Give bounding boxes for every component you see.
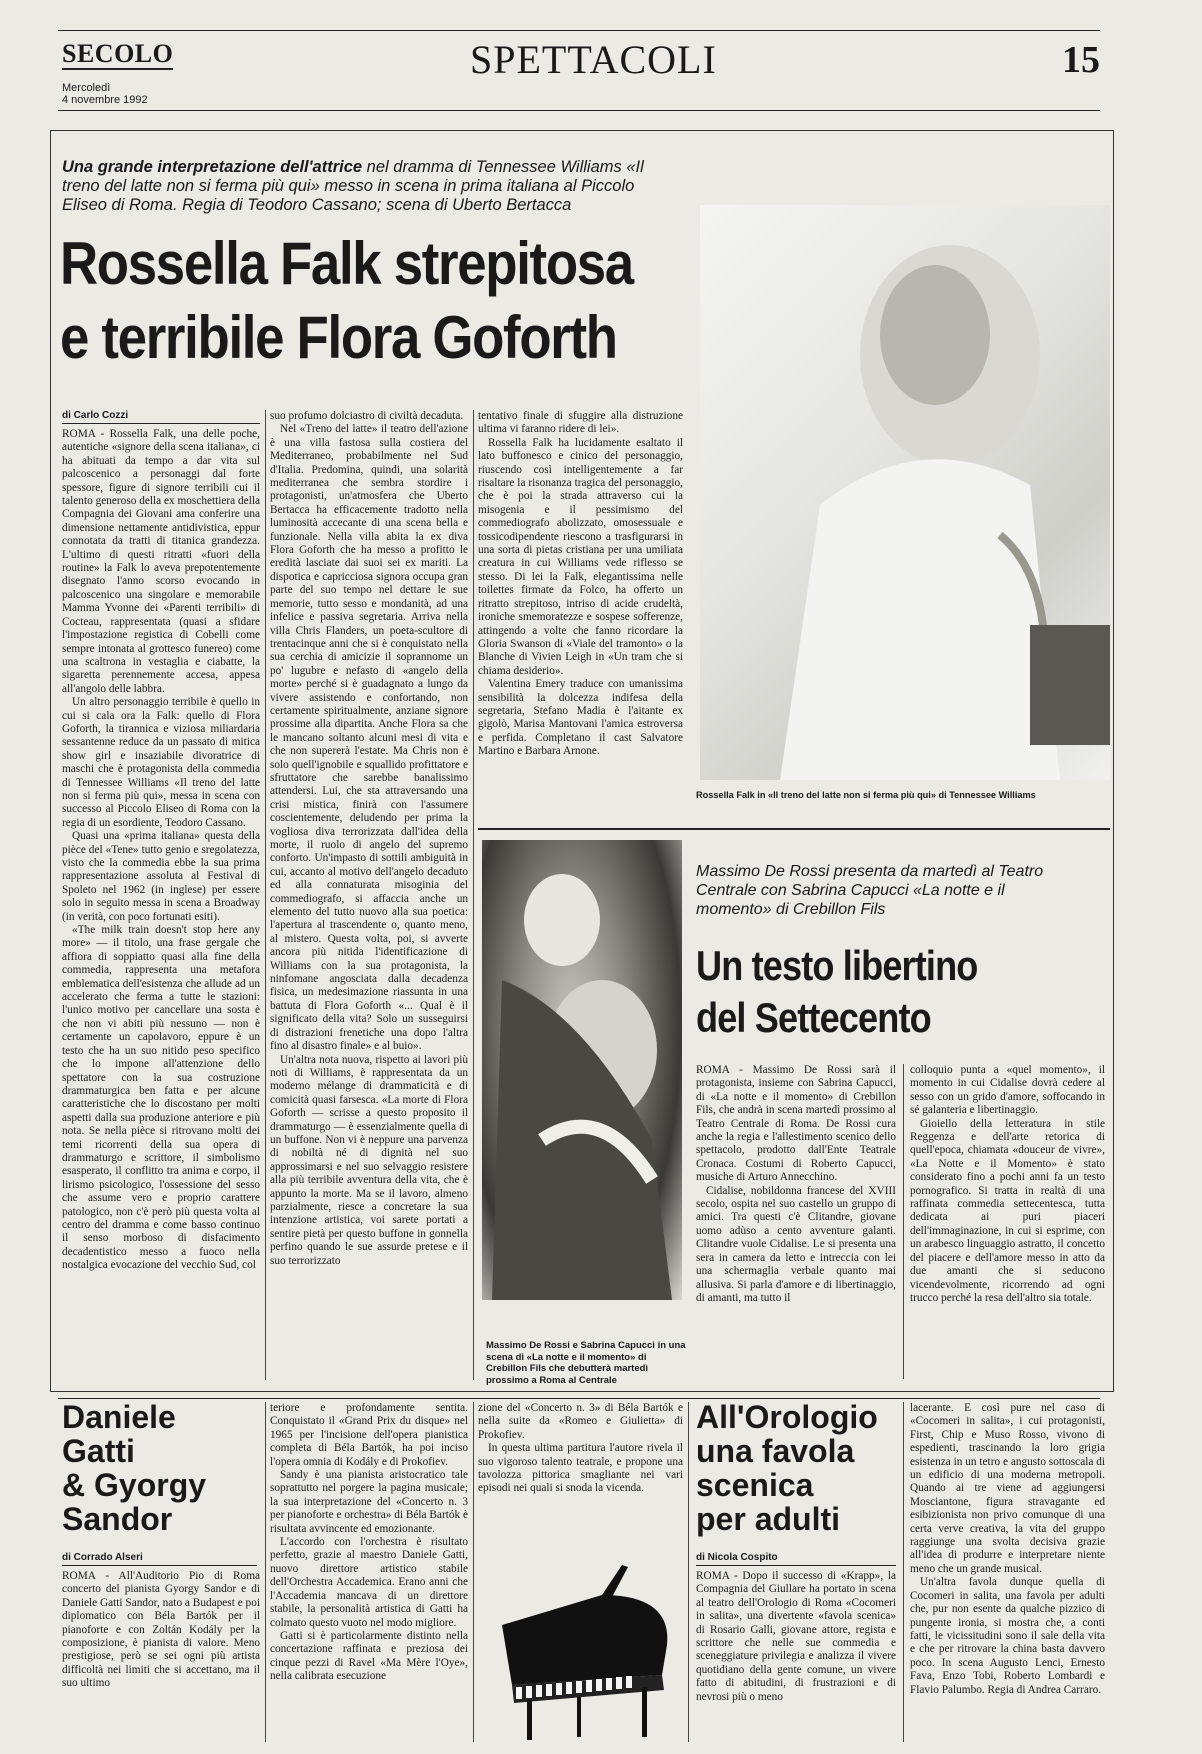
second-article-rule xyxy=(478,828,1110,830)
main-photo-caption: Rossella Falk in «Il treno del latte non si ferma più qui» di Tennessee Williams xyxy=(696,790,1036,800)
main-col3-para: Valentina Emery traduce con umanissima sensibilità la dolcezza indifesa della segretaria, Stefano Madia è l'aitante ex gigolò, Marisa Mantovani l'amica estroversa e perfida. Completano il cast Salvatore Martino e Barbara Arnone. xyxy=(478,678,683,758)
bottom-row-rule xyxy=(58,1398,1100,1399)
main-photo-drawing xyxy=(700,205,1110,780)
bottom-left-headline-line: Gatti xyxy=(62,1433,135,1469)
second-kicker: Massimo De Rossi presenta da martedì al Teatro Centrale con Sabrina Capucci «La notte e il momento» di Crebillon Fils xyxy=(696,863,1044,918)
main-col1-para: ROMA - Rossella Falk, una delle poche, autentiche «signore della scena italiana», ci ha abituati da tempo a dar vita sul palcoscenico a personaggi dal forte spessore, figure di signore terribili cui il talento generoso della ex moschettiera della Compagnia dei Giovani ama conferire una dimensione nettamente antidivistica, eppur connotata da tratti di titanica grandezza. L'ultimo di questi ritratti «fuori della routine» la Falk lo aveva prepotentemente disegnato l'anno scorso evocando in palcoscenico una singolare e memorabile Mamma Yvonne dei «Parenti terribili» di Cocteau, rappresentata (quasi a sfidare l'impostazione registica di Cobelli come sempre intonata al grottesco funereo) come una scaltrona in vestaglia e ciabatte, la sigaretta perennemente accesa, appesa all'angolo delle labbra. xyxy=(62,428,260,695)
masthead-day: Mercoledì xyxy=(62,82,111,94)
section-title: SPETTACOLI xyxy=(470,37,717,82)
bottom-right-col2-para: Un'altra favola dunque quella di Cocomeri in salita, una favola per adulti che, pur non esente da qualche pizzico di pungente ironia, si mostra che, a conti fatti, le vicissitudini sono il sale della vita e che per ritrovare la china basta davvero poco. In scena Augusto Lenci, Ernesto Fava, Enzo Tobi, Roberto Lombardi e Flavio Palumbo. Regia di Andrea Carraro. xyxy=(910,1576,1105,1696)
main-col3-para: tentativo finale di sfuggire alla distruzione ultima vi faranno ridere di lei». xyxy=(478,410,683,436)
bottom-left-byline: di Corrado Alseri xyxy=(62,1552,257,1566)
bottom-left-col2-para: teriore e profondamente sentita. Conquistato il «Grand Prix du disque» nel 1965 per l'incisione dell'opera pianistica completa di Béla Bartók, ha poi inciso l'opera omnia di Kodály e di Prokofiev. xyxy=(270,1402,468,1468)
second-headline-line1: Un testo libertino xyxy=(696,942,978,989)
bottom-left-col2-para: Sandy è una pianista aristocratico tale soprattutto nel porgere la pagina musicale; la sua interpretazione del «Concerto n. 3 per pianoforte e orchestra» di Béla Bartók è risultata avvincente ed emozionante. xyxy=(270,1469,468,1535)
second-col1-para: Cidalise, nobildonna francese del XVIII secolo, ospita nel suo castello un gruppo di amici. Tra questi c'è Clitandre, giovane uomo adùso a cento avventure galanti. Clitandre vuole Cidalise. Le si presenta una sera in camera da letto e intreccia con lei una schermaglia verbale quanto mai allusiva. Si parla d'amore e di libertinaggio, di amanti, ma tutto il xyxy=(696,1184,896,1304)
bottom-left-col2-para: L'accordo con l'orchestra è risultato perfetto, grazie al maestro Daniele Gatti, nuovo direttore artistico stabile dell'Orchestra Accademica. Erano anni che l'Accademia mancava di un direttore stabile, la personalità artistica di Gatti ha colmato questo vuoto nel modo migliore. xyxy=(270,1536,468,1629)
bottom-right-col2-para: lacerante. E così pure nel caso di «Cocomeri in salita», i cui protagonisti, First, Chip e Muso Rosso, vivono di espedienti, trascinando la loro grigia esistenza in un tetro e angusto sottoscala di un edificio di una moderna metropoli. Quando ai tre viene ad aggiungersi Mosciantone, figura stravagante ed esibizionista non privo comunque di una certa verve creativa, la vita del gruppo raggiunge una svolta decisiva grazie all'idea di produrre e interpretare niente meno che un grande musical. xyxy=(910,1402,1105,1575)
bottom-left-col-2 xyxy=(270,1402,468,1745)
bottom-right-headline-line: All'Orologio xyxy=(696,1399,878,1435)
piano-illustration xyxy=(482,1565,682,1745)
bottom-right-headline-line: scenica xyxy=(696,1467,814,1503)
main-photo-rossella-falk xyxy=(700,205,1110,780)
second-col-1 xyxy=(696,1064,896,1384)
second-photo-de-rossi-capucci xyxy=(482,840,682,1300)
bottom-right-col-2 xyxy=(910,1402,1105,1745)
main-kicker-rest: nel dramma di Tennessee Williams «Il treno del latte non si ferma più qui» messo in scena in prima italiana al Piccolo Eliseo di Roma. Regia di Teodoro Cassano; scena di Uberto Bertacca xyxy=(62,158,644,214)
second-col2-para: colloquio punta a «quel momento», il momento in cui Cidalise dovrà cedere al sesso con un grido d'amore, soffocando in sé galanteria e libertinaggio. xyxy=(910,1064,1105,1117)
main-col-3 xyxy=(478,410,683,815)
column-rule xyxy=(473,1402,474,1742)
bottom-right-byline: di Nicola Cospito xyxy=(696,1552,896,1566)
main-byline: di Carlo Cozzi xyxy=(62,410,260,424)
bottom-left-col1-para: ROMA - All'Auditorio Pio di Roma concerto del pianista Gyorgy Sandor e di Daniele Gatti Sandor, nato a Budapest e poi diplomatico con Béla Bartók per il pianoforte e con Zoltán Kodály per la composizione, è pianista di valore. Meno prestigiose, però se sei ogni più artista difficoltà nei limiti che si accettano, ma il suo ultimo xyxy=(62,1570,260,1690)
bottom-left-headline-line: Daniele xyxy=(62,1399,176,1435)
bottom-left-col-3 xyxy=(478,1402,683,1562)
masthead-logo: SECOLO xyxy=(62,39,174,68)
column-rule xyxy=(265,1402,266,1742)
second-col1-para: ROMA - Massimo De Rossi sarà il protagonista, insieme con Sabrina Capucci, di «La notte e il momento» di Crebillon Fils, che andrà in scena martedì prossimo al Teatro Centrale di Roma. De Rossi cura anche la regia e l'allestimento scenico dello spettacolo, prodotto dall'Ente Teatrale Cronaca. Costumi di Roberto Capucci, musiche di Arturo Annecchino. xyxy=(696,1064,896,1184)
page-number: 15 xyxy=(1062,39,1100,81)
bottom-left-col3-para: zione del «Concerto n. 3» di Béla Bartók e nella suite da «Romeo e Giulietta» di Prokofiev. xyxy=(478,1402,683,1441)
bottom-right-headline-line: per adulti xyxy=(696,1501,841,1537)
column-rule xyxy=(903,1064,904,1379)
main-col3-para: Rossella Falk ha lucidamente esaltato il lato buffonesco e cinico del personaggio, riuscendo così intelligentemente a far risaltare la risonanza tragica del personaggio, che è poi la strada attraverso cui la misogenia e il pessimismo del commediografo abolizzato, omosessuale e tossicodipendente riescono a trasfigurarsi in una sorta di pietas cristiana per una umiliata creatura in cui Williams vede riflesso se stesso. Di lei la Falk, elegantissima nelle toilettes firmate da Folco, ha offerto un ritratto strepitoso, intriso di acide crudeltà, ironiche smemoratezze e sospese sofferenze, attingendo a volte che fanno ricordare la Gloria Swanson di «Viale del tramonto» o la Blanche di Vivien Leigh in «Un tram che si chiama desiderio». xyxy=(478,436,683,677)
main-col1-para: Un altro personaggio terribile è quello in cui si cala ora la Falk: quello di Flora Goforth, la tirannica e viziosa miliardaria sessantenne reduce da un passato di mitica show girl e insaziabile divoratrice di maschi che è protagonista della commedia di Tennessee Williams «Il treno del latte non si ferma più qui», messa in scena con successo al Piccolo Eliseo di Roma con la regia di un esordiente, Teodoro Cassano. xyxy=(62,696,260,829)
main-col2-para: Nel «Treno del latte» il teatro dell'azione è una villa fastosa sulla costiera del Mediterraneo, probabilmente nel Sud d'Italia. Predomina, quindi, una solarità mediterranea che sembra stordire i protagonisti, un'atmosfera che Uberto Bertacca ha efficacemente tradotto nella luminosità accecante di una scena bella e funzionale. Nella villa abita la ex diva Flora Goforth che ha messo a profitto le eredità lasciate dai suoi sei ex mariti. La dispotica e capricciosa signora occupa gran parte del suo tempo nel dettare le sue memorie, tutto sesso e mondanità, ad una infelice e passiva segretaria. Arriva nella villa Chris Flanders, un poeta-scultore di trentacinque anni che si è conquistato nella sua cerchia di amicizie il soprannome un po' lugubre e nefasto di «angelo della morte» perché si è guadagnato a lungo da vivere assistendo e confortando, non certamente spiritualmente, anziane signore prossime alla dipartita. Anche Flora sa che le mancano soltanto alcuni mesi di vita e che non supererà l'estate. Ma Chris non è solo quell'ignobile e squallido profittatore e sfruttatore che sarebbe banalissimo attendersi. Lui, che sta attraversando una crisi mistica, finirà con l'assumere coscientemente, deludendo per prima la vogliosa diva terrorizzata dall'idea della morte, il ruolo di angelo del supremo conforto. Un'impasto di sottili ambiguità in cui, accanto al motivo dell'angelo decaduto ed alla connaturata misoginia del commediografo, si affaccia anche un elemento del tutto nuovo alla sua poetica: l'apertura al trascendente o, quanto meno, al mistero. Questa volta, poi, si avverte ancora più nitida l'identificazione di Williams con la sua protagonista, la ninfomane angosciata dalla decadenza fisica, un medesimazione riassunta in una battuta di Flora Goforth «... Qual è il significato della vita? Solo un susseguirsi di distrazioni frenetiche una dopo l'altra fino al disastro finale» e al buio». xyxy=(270,423,468,1053)
bottom-right-headline-line: una favola xyxy=(696,1433,855,1469)
column-rule xyxy=(903,1402,904,1742)
main-kicker-bold: Una grande interpretazione dell'attrice xyxy=(62,158,363,176)
bottom-right-headline xyxy=(696,1400,896,1536)
bottom-left-col3-para: In questa ultima partitura l'autore rivela il suo vigoroso talento teatrale, e propone una tavolozza pittorica smagliante nei vari episodi nei quali si snoda la vicenda. xyxy=(478,1442,683,1495)
column-rule xyxy=(473,410,474,1380)
main-col-2 xyxy=(270,410,468,1383)
second-headline-line2: del Settecento xyxy=(696,994,931,1041)
piano-icon xyxy=(482,1565,682,1745)
column-rule xyxy=(265,410,266,1380)
bottom-left-col-1 xyxy=(62,1570,260,1745)
second-col2-para: Gioiello della letteratura in stile Reggenza e dell'arte retorica di quell'epoca, chiamata «douceur de vivre», «La Notte e il Momento» è stato considerato fino a pochi anni fa un testo pornografico. Si tratta in realtà di una raffinata commedia settecentesca, tutta dedicata ai puri piaceri dell'immaginazione, in cui si esprime, con un arabesco linguaggio astratto, il concetto del piacere e dell'amore messo in atto da due amanti che si seducono vicendevolmente, ricorrendo ad ogni trucco perché la resa dell'altro sia totale. xyxy=(910,1117,1105,1304)
second-col-2 xyxy=(910,1064,1105,1384)
header-rule-top xyxy=(58,30,1100,31)
main-kicker xyxy=(62,158,662,215)
second-photo-drawing xyxy=(482,840,682,1300)
masthead-date: 4 novembre 1992 xyxy=(62,94,148,106)
main-col1-para: Quasi una «prima italiana» questa della pièce del «Tene» tutto genio e sregolatezza, visto che la commedia ebbe la sua prima rappresentazione assoluta al Festival di Spoleto nel 1962 (in inglese) per essere solo in seguito messa in scena a Broadway (in verità, con poco fortunati esiti). xyxy=(62,830,260,923)
main-col-1 xyxy=(62,428,260,1383)
bottom-right-col1-para: ROMA - Dopo il successo di «Krapp», la Compagnia del Giullare ha portato in scena al teatro dell'Orologio di Roma «Cocomeri in salita», una divertente «favola scenica» di Rosario Galli, giovane attore, regista e scrittore che nelle sue commedia e sceneggiature privilegia e analizza il vivere quotidiano della gente comune, un vivere fatto di abitudini, di frustrazioni e di nevrosi più o meno xyxy=(696,1570,896,1703)
second-photo-caption: Massimo De Rossi e Sabrina Capucci in una scena di «La notte e il momento» di Crebillon Fils che debutterà martedì prossimo a Roma al Centrale xyxy=(486,1340,686,1386)
main-col2-para: suo profumo dolciastro di civiltà decaduta. xyxy=(270,410,464,422)
bottom-left-headline-line: & Gyorgy xyxy=(62,1467,207,1503)
main-col1-para: «The milk train doesn't stop here any more» — il titolo, una frase gergale che affiora di soppiatto quasi alla fine della commedia, rappresenta una metafora emblematica dell'esistenza che allude ad un accelerato che ferma a tutte le stazioni: l'unico motivo per cancellare una sosta è che non vi abiti più nessuno — non è certamente un capolavoro, eppure è un testo che ha un suo nitido peso specifico che lo impone all'attenzione dello spettatore con la sua costruzione drammaturgica ben fatta e per alcune caratteristiche che lo discostano per molti aspetti dalla sua produzione anteriore e più nota. Se nella pièce si ritrovano molti dei temi ricorrenti della sua opera di drammaturgo e scrittore, il simbolismo esasperato, il conflitto tra anima e corpo, il lirismo psicologico, l'ossessione del sesso che assume vero e proprio carattere patologico, non c'è però più questa volta al centro del dramma e come basso continuo il senso morboso di disfacimento decadentistico messo a fuoco nella nostalgica evocazione del vecchio Sud, col xyxy=(62,924,260,1272)
bottom-left-headline-line: Sandor xyxy=(62,1501,173,1537)
main-col2-para: Un'altra nota nuova, rispetto ai lavori più noti di Williams, è rappresentata da un moderno mélange di drammaticità e di comicità quasi farsesca. «La morte di Flora Goforth — scrisse a questo proposito il drammaturgo — è essenzialmente quella di un buffone. Non vi è neppure una parvenza di nobiltà né di dignità nel suo approssimarsi e nel suo selvaggio resistere alla più terribile avventura della vita, che è appunto la morte. Ma se il lavoro, almeno parzialmente, riesce a concretare la sua intenzione artistica, voi sarete portati a sentire pietà per questo buffone in gonnella perfino quando le sue assurde pretese e il suo terrorizzato xyxy=(270,1053,468,1267)
main-headline-line1: Rossella Falk strepitosa xyxy=(60,230,633,297)
main-headline-line2: e terribile Flora Goforth xyxy=(60,304,617,371)
bottom-left-col2-para: Gatti si è particolarmente distinto nella concertazione raffinata e preziosa dei cinque pezzi di Ravel «Ma Mère l'Oye», nella calibrata esecuzione xyxy=(270,1629,468,1683)
bottom-right-col-1 xyxy=(696,1570,896,1745)
header-rule-bottom xyxy=(58,110,1100,111)
bottom-left-headline xyxy=(62,1400,252,1536)
column-rule xyxy=(688,1402,689,1742)
